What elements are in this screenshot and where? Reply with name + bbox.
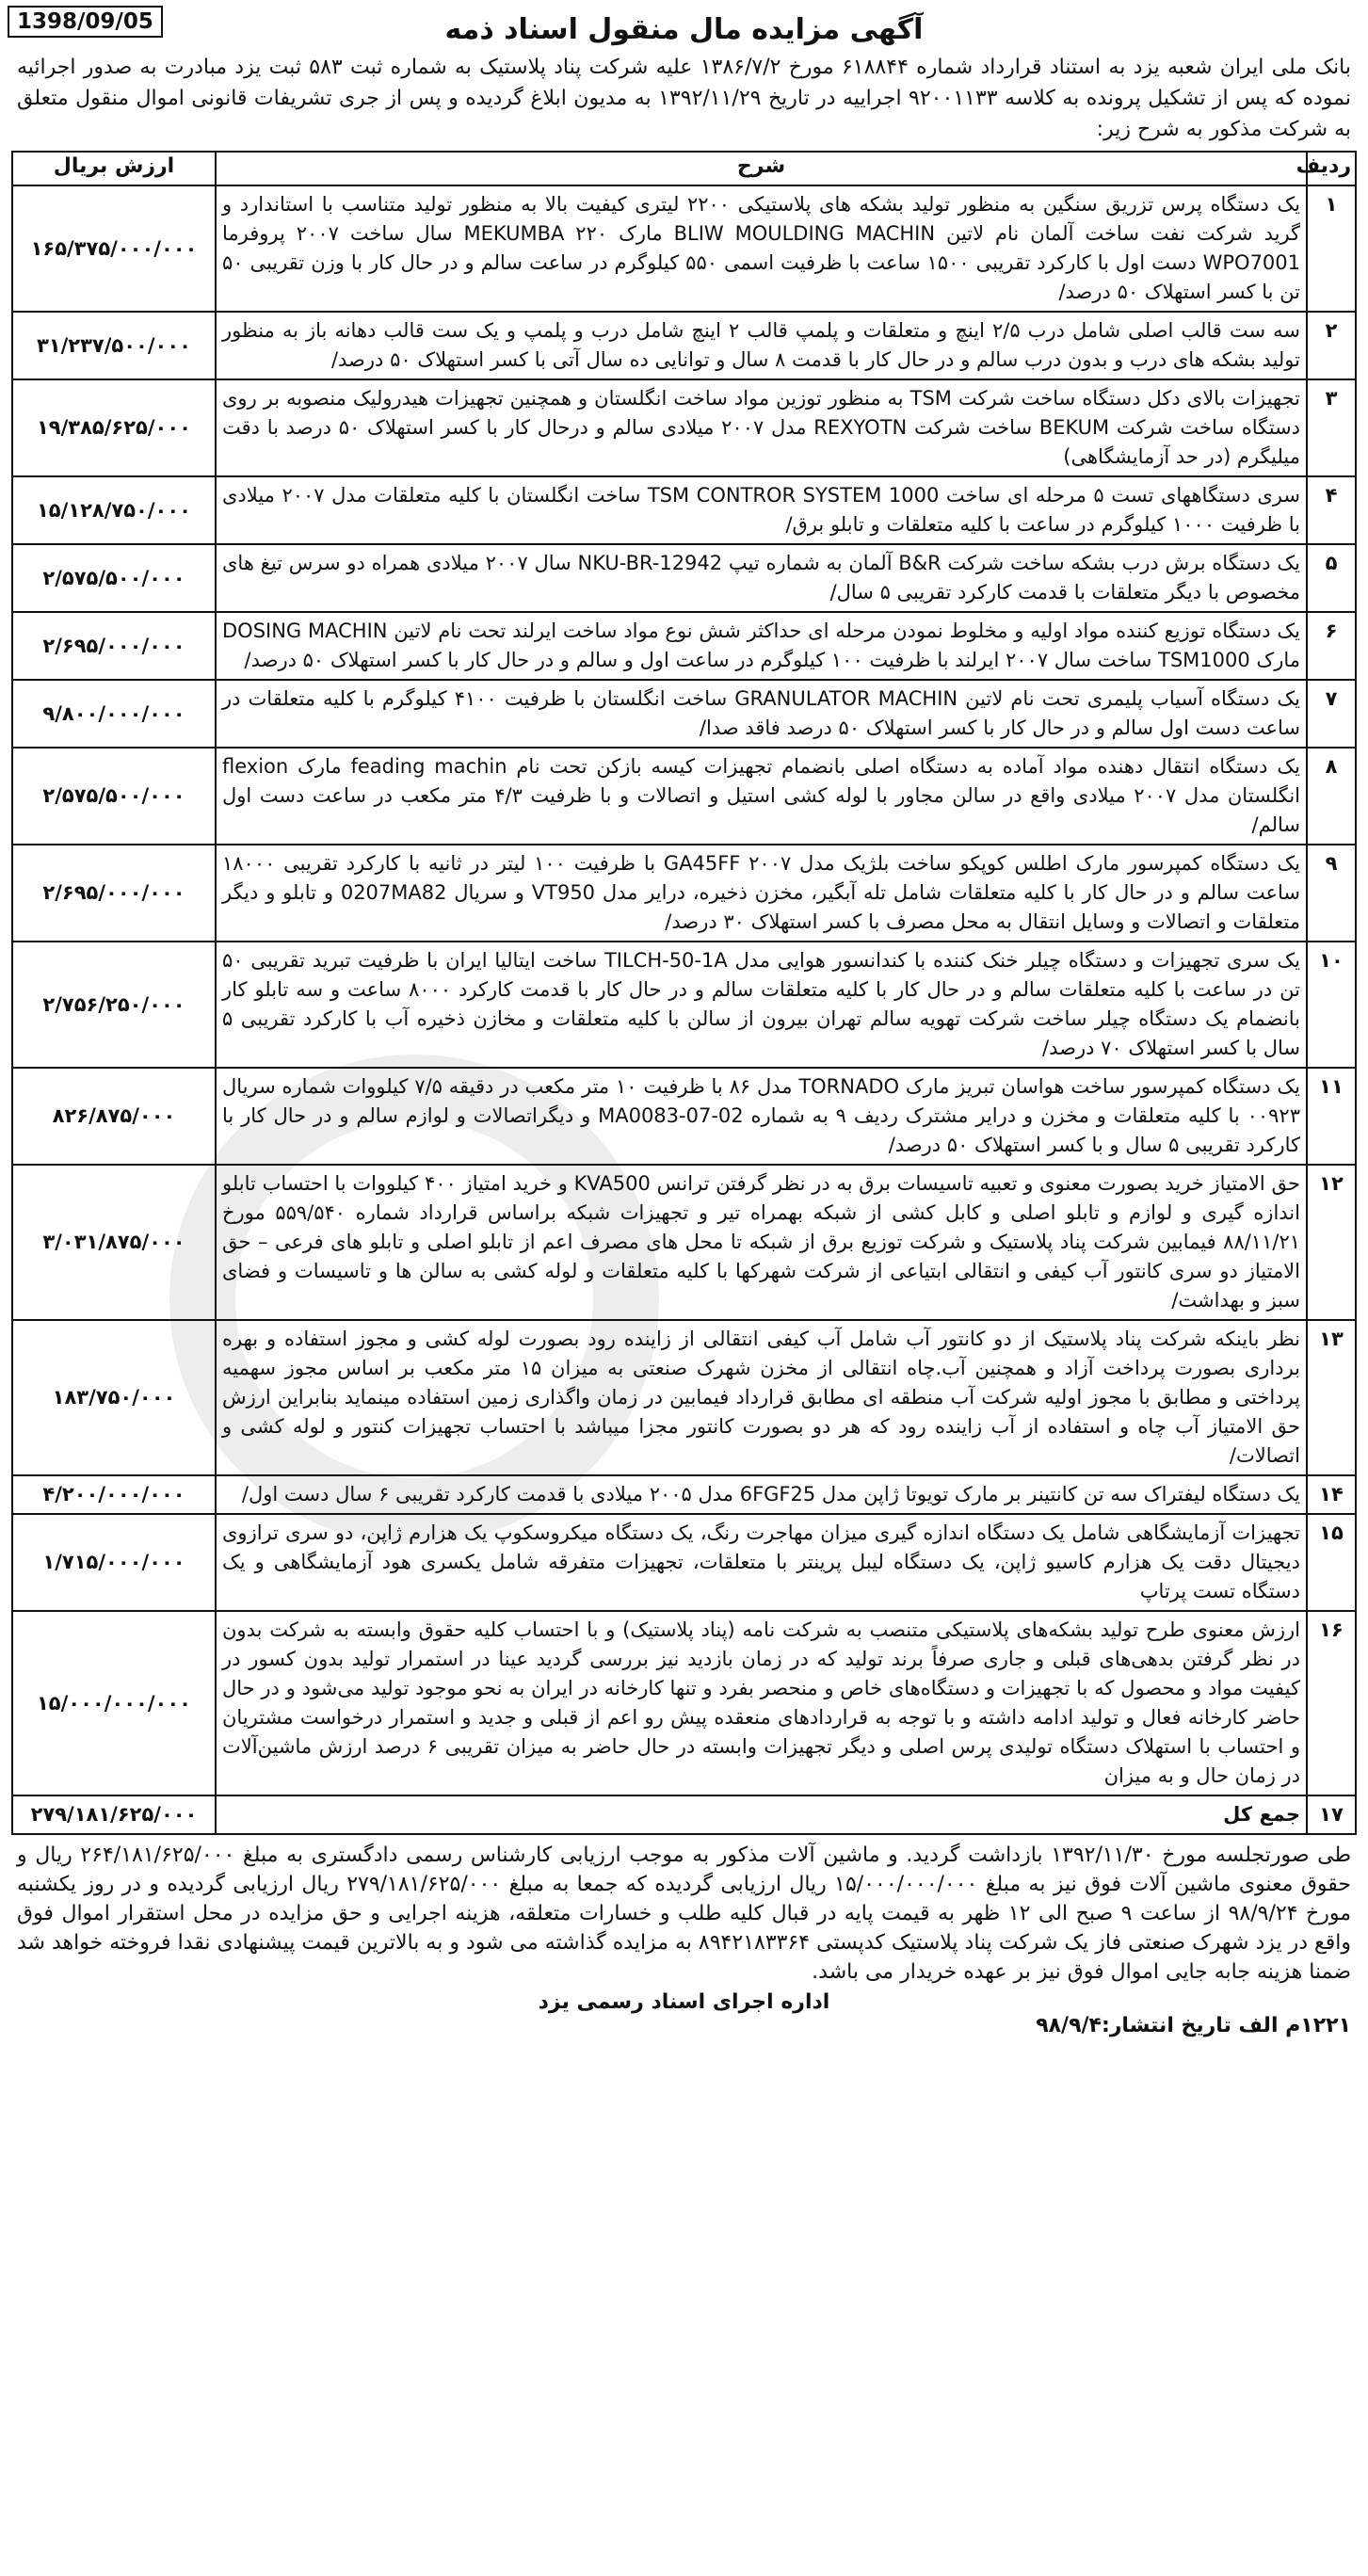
row-description: یک دستگاه انتقال دهنده مواد آماده به دستگاه اصلی بانضمام تجهیزات کیسه بازکن تحت نام feading machin مارک flexion انگلستان مدل ۲۰۰۷ میلادی واقع در سالن مجاور با لوله کشی استیل و اتصالات و با ظرفیت ۴/۳ متر مکعب در ساعت دست اول سالم/: [216, 748, 1307, 845]
table-row: [12, 1514, 1356, 1611]
total-value: ۲۷۹/۱۸۱/۶۲۵/۰۰۰: [12, 1795, 216, 1834]
footer-paragraph: طی صورتجلسه مورخ ۱۳۹۲/۱۱/۳۰ بازداشت گردید. و ماشین آلات مذکور به موجب ارزیابی کارشناس رسمی دادگستری به مبلغ ۲۶۴/۱۸۱/۶۲۵/۰۰۰ ریال و حقوق معنوی ماشین آلات فوق نیز به مبلغ ۱۵/۰۰۰/۰۰۰/۰۰۰ ریال ارزیابی گردیده که جمعا به مبلغ ۲۷۹/۱۸۱/۶۲۵/۰۰۰ ریال ارزیابی گردیده و در روز یکشنبه مورخ ۹۸/۹/۲۴ از ساعت ۹ صبح الی ۱۲ ظهر به قیمت پایه در قبال کلیه طلب و خسارات متعلقه، هزینه اجرایی و حق مزایده در محل استقرار اموال فوق واقع در یزد شهرک صنعتی فاز یک شرکت پناد پلاستیک کدپستی ۸۹۴۲۱۸۳۳۶۴ به مزایده گذاشته می شود و به بالاترین قیمت پیشنهادی نقدا فروخته خواهد شد ضمنا هزینه جابه جایی اموال فوق نیز بر عهده خریدار می باشد.: [17, 1843, 1352, 1984]
row-value: ۳/۰۳۱/۸۷۵/۰۰۰: [12, 1165, 216, 1320]
row-number: ۳: [1307, 379, 1356, 476]
row-description: یک دستگاه کمپرسور مارک اطلس کوپکو ساخت بلژیک مدل ۲۰۰۷ GA45FF با ظرفیت ۱۰۰ لیتر در ثانیه با کارکرد تقریبی ۱۸۰۰۰ ساعت سالم و در حال کار با کلیه متعلقات شامل تله آبگیر، مخزن ذخیره، درایر مدل VT950 و سریال 0207MA82 و تابلو و دیگر متعلقات و اتصالات و وسایل انتقال به محل مصرف با کسر استهلاک ۳۰ درصد/: [216, 845, 1307, 942]
row-number: ۱۱: [1307, 1068, 1356, 1165]
row-value: ۴/۲۰۰/۰۰۰/۰۰۰: [12, 1475, 216, 1514]
row-value: ۱۸۳/۷۵۰/۰۰۰: [12, 1320, 216, 1475]
row-description: یک دستگاه آسیاب پلیمری تحت نام لاتین GRANULATOR MACHIN ساخت انگلستان با ظرفیت ۴۱۰۰ کیلوگرم با کلیه متعلقات در ساعت دست اول سالم و در حال کار با کسر استهلاک ۵۰ درصد فاقد صدا/: [216, 680, 1307, 748]
row-description: حق الامتیاز خرید بصورت معنوی و تعبیه تاسیسات برق به در نظر گرفتن ترانس KVA500 و خرید امتیاز ۴۰۰ کیلووات با احتساب تابلو اندازه گیری و لوازم و تابلو اصلی و کابل کشی از شبکه بهمراه تیر و تجهیزات شبکه براساس قرارداد شماره ۵۵۹/۵۴۰ مورخ ۸۸/۱۱/۲۱ فیمابین شرکت پناد پلاستیک و شرکت توزیع برق از شبکه تا محل های مصرف اعم از تابلو اصلی و تابلو های فرعی – حق الامتیاز دو سری کانتور آب کیفی و انتقالی ابتیاعی از شرکت شهرکها با کلیه متعلقات و لوله کشی به سالن ها و تاسیسات و فضای سبز و بهداشت/: [216, 1165, 1307, 1320]
row-description: سری دستگاههای تست ۵ مرحله ای ساخت TSM CONTROR SYSTEM 1000 ساخت انگلستان با کلیه متعلقات مدل ۲۰۰۷ میلادی با ظرفیت ۱۰۰۰ کیلوگرم در ساعت با کلیه متعلقات و تابلو برق/: [216, 476, 1307, 544]
table-row: [12, 476, 1356, 544]
table-row: [12, 612, 1356, 680]
date-stamp: 1398/09/05: [8, 6, 163, 38]
row-number: ۱۷: [1307, 1795, 1356, 1834]
table-row: [12, 379, 1356, 476]
row-number: ۱۰: [1307, 942, 1356, 1068]
table-row: [12, 185, 1356, 312]
row-number: ۱۵: [1307, 1514, 1356, 1611]
table-row: [12, 748, 1356, 845]
row-description: یک سری تجهیزات و دستگاه چیلر خنک کننده با کندانسور هوایی مدل TILCH-50-1A ساخت ایتالیا ایران با ظرفیت تبرید تقریبی ۵۰ تن در ساعت با کلیه متعلقات سالم و در حال کار با کلیه متعلقات سالم و در حال کار با قدمت کارکرد ۸۰۰۰ ساعت و سه تابلو کار بانضمام یک دستگاه چیلر ساخت شرکت تهویه سالم تهران بیرون از سالن با کلیه متعلقات و مخازن ذخیره آب با کارکرد تقریبی ۵ سال با کسر استهلاک ۷۰ درصد/: [216, 942, 1307, 1068]
row-value: ۹/۸۰۰/۰۰۰/۰۰۰: [12, 680, 216, 748]
table-header-row: [12, 152, 1356, 185]
table-row: [12, 1475, 1356, 1514]
row-number: ۵: [1307, 544, 1356, 612]
table-row: [12, 1165, 1356, 1320]
row-value: ۲/۵۷۵/۵۰۰/۰۰۰: [12, 748, 216, 845]
row-description: تجهیزات آزمایشگاهی شامل یک دستگاه اندازه گیری میزان مهاجرت رنگ، یک دستگاه میکروسکوپ یک هزارم ژاپن، دو سری ترازوی دیجیتال دقت یک هزارم کاسیو ژاپن، یک دستگاه لیبل پرینتر با متعلقات، تجهیزات متفرقه شامل یکسری هود آزمایشگاهی و یک دستگاه تست پرتاپ: [216, 1514, 1307, 1611]
row-number: ۱۲: [1307, 1165, 1356, 1320]
total-row: [12, 1795, 1356, 1834]
table-row: [12, 845, 1356, 942]
row-description: یک دستگاه پرس تزریق سنگین به منظور تولید بشکه های پلاستیکی ۲۲۰۰ لیتری کیفیت بالا به منظور تولید متناسب با استاندارد و گرید شرکت نفت ساخت آلمان نام لاتین BLIW MOULDING MACHIN مارک MEKUMBA ۲۲۰ سال ساخت ۲۰۰۷ پروفرما WPO7001 دست اول با کارکرد تقریبی ۱۵۰۰ ساعت با ظرفیت اسمی ۵۵۰ کیلوگرم در ساعت سالم و در حال کار با وزن تقریبی ۵۰ تن با کسر استهلاک ۵۰ درصد/: [216, 185, 1307, 312]
row-number: ۸: [1307, 748, 1356, 845]
header-row-number: ردیف: [1307, 152, 1356, 185]
row-value: ۱/۷۱۵/۰۰۰/۰۰۰: [12, 1514, 216, 1611]
row-description: سه ست قالب اصلی شامل درب ۲/۵ اینچ و متعلقات و پلمپ قالب ۲ اینچ شامل درب و پلمپ و یک ست قالب دهانه باز به منظور تولید بشکه های درب و بدون درب سالم و در حال کار با قدمت ۸ سال و توانایی ده سال آتی با کسر استهلاک ۵۰ درصد/: [216, 312, 1307, 379]
notice-title: آگهی مزایده مال منقول اسناد ذمه: [444, 13, 924, 46]
row-value: ۲/۶۹۵/۰۰۰/۰۰۰: [12, 612, 216, 680]
intro-paragraph: بانک ملی ایران شعبه یزد به استناد قرارداد شماره ۶۱۸۸۴۴ مورخ ۱۳۸۶/۷/۲ علیه شرکت پناد پلاستیک به شماره ثبت ۵۸۳ ثبت یزد مبادرت به صدور اجرائیه نموده که پس از تشکیل پرونده به کلاسه ۹۲۰۰۱۱۳۳ اجراییه در تاریخ ۱۳۹۲/۱۱/۲۹ به مدیون ابلاغ گردیده و پس از جری تشریفات قانونی اموال منقول متعلق به شرکت مذکور به شرح زیر:: [17, 56, 1351, 141]
table-row: [12, 544, 1356, 612]
auction-items-table: [11, 151, 1357, 1835]
row-number: ۱۶: [1307, 1611, 1356, 1795]
row-description: یک دستگاه برش درب بشکه ساخت شرکت B&R آلمان به شماره تیپ NKU-BR-12942 سال ۲۰۰۷ میلادی همراه دو سرس تیغ های مخصوص با دیگر متعلقات با قدمت کارکرد تقریبی ۵ سال/: [216, 544, 1307, 612]
row-number: ۱۳: [1307, 1320, 1356, 1475]
row-number: ۶: [1307, 612, 1356, 680]
row-description: یک دستگاه کمپرسور ساخت هواسان تبریز مارک TORNADO مدل ۸۶ با ظرفیت ۱۰ متر مکعب در دقیقه ۷/۵ کیلووات شماره سریال ۰۰۹۲۳ با کلیه متعلقات و مخزن و درایر مشترک ردیف ۹ به شماره 02-07-MA0083 و دیگراتصالات و لوازم سالم و در حال کار با کارکرد تقریبی ۵ سال و با کسر استهلاک ۵۰ درصد/: [216, 1068, 1307, 1165]
row-value: ۸۲۶/۸۷۵/۰۰۰: [12, 1068, 216, 1165]
row-value: ۱۵/۱۲۸/۷۵۰/۰۰۰: [12, 476, 216, 544]
row-description: ارزش معنوی طرح تولید بشکه‌های پلاستیکی متنصب به شرکت نامه (پناد پلاستیک) و با احتساب کلیه حقوق وابسته به شرکت بدون در نظر گرفتن بدهی‌های قبلی و جاری صرفاً برند تولید که در زمان بازدید نیز بررسی گردید عینا در استمرار تولید بدون کسور در کیفیت مواد و محصول که با تجهیزات و دستگاه‌های خاص و منحصر بفرد و تنها کارخانه در ایران به نحو موجود تولید می‌شود و در حال حاضر کارخانه فعال و تولید ادامه داشته و با توجه به قراردادهای منعقده پیش رو اعم از قبلی و جدید و استمرار درخواست مشتریان و احتساب با استهلاک دستگاه تولیدی پرس اصلی و دیگر تجهیزات وابسته در حال حاضر به میزان تقریبی ۶ درصد ارزش ماشین‌آلات در زمان حال و به میزان: [216, 1611, 1307, 1795]
row-description: نظر باینکه شرکت پناد پلاستیک از دو کانتور آب شامل آب کیفی انتقالی از زاینده رود بصورت لوله کشی و مجوز استفاده و بهره برداری بصورت پرداخت آزاد و همچنین آب.چاه انتقالی از مخزن شهرک صنعتی به میزان ۱۵ متر مکعب بر اساس مجوز سهمیه پرداختی و مطابق با مجوز اولیه شرکت آب منطقه ای مطابق قرارداد فیمابین در زمان واگذاری زمین استفاده مینماید بنابراین ارزش حق الامتیاز آب چاه و استفاده از آب زاینده رود که هر دو بصورت کانتور مجزا میباشد با احتساب تجهیزات کنتور و لوله کشی و اتصالات/: [216, 1320, 1307, 1475]
row-value: ۲/۵۷۵/۵۰۰/۰۰۰: [12, 544, 216, 612]
header-description: شرح: [216, 152, 1307, 185]
table-row: [12, 942, 1356, 1068]
row-number: ۷: [1307, 680, 1356, 748]
row-value: ۲/۶۹۵/۰۰۰/۰۰۰: [12, 845, 216, 942]
row-description: تجهیزات بالای دکل دستگاه ساخت شرکت TSM به منظور توزین مواد ساخت انگلستان و همچنین تجهیزات هیدرولیک منصوبه بر روی دستگاه ساخت شرکت BEKUM ساخت شرکت REXYOTN مدل ۲۰۰۷ میلادی سالم و درحال کار با کسر استهلاک ۵۰ درصد با دقت میلیگرم (در حد آزمایشگاهی): [216, 379, 1307, 476]
table-row: [12, 1068, 1356, 1165]
row-description: یک دستگاه لیفتراک سه تن کانتینر بر مارک تویوتا ژاپن مدل 6FGF25 مدل ۲۰۰۵ میلادی با قدمت کارکرد تقریبی ۶ سال دست اول/: [216, 1475, 1307, 1514]
row-value: ۱۹/۳۸۵/۶۲۵/۰۰۰: [12, 379, 216, 476]
table-row: [12, 1320, 1356, 1475]
row-value: ۱۶۵/۳۷۵/۰۰۰/۰۰۰: [12, 185, 216, 312]
row-description: یک دستگاه توزیع کننده مواد اولیه و مخلوط نمودن مرحله ای حداکثر شش نوع مواد ساخت ایرلند تحت نام لاتین DOSING MACHIN مارک TSM1000 ساخت سال ۲۰۰۷ ایرلند با ظرفیت ۱۰۰ کیلوگرم در ساعت اول و سالم و در حال کار با کسر استهلاک ۵۰ درصد/: [216, 612, 1307, 680]
row-number: ۴: [1307, 476, 1356, 544]
total-label: جمع کل: [216, 1795, 1307, 1834]
row-value: ۱۵/۰۰۰/۰۰۰/۰۰۰: [12, 1611, 216, 1795]
row-number: ۱: [1307, 185, 1356, 312]
row-value: ۳۱/۲۳۷/۵۰۰/۰۰۰: [12, 312, 216, 379]
publication-line: ۱۲۲۱م الف تاریخ انتشار:۹۸/۹/۴: [1036, 2014, 1351, 2037]
row-number: ۹: [1307, 845, 1356, 942]
row-number: ۱۴: [1307, 1475, 1356, 1514]
issuer-signature: اداره اجرای اسناد رسمی یزد: [538, 1990, 830, 2014]
table-row: [12, 1611, 1356, 1795]
row-number: ۲: [1307, 312, 1356, 379]
table-row: [12, 680, 1356, 748]
header-value: ارزش بریال: [12, 152, 216, 185]
table-row: [12, 312, 1356, 379]
row-value: ۲/۷۵۶/۲۵۰/۰۰۰: [12, 942, 216, 1068]
